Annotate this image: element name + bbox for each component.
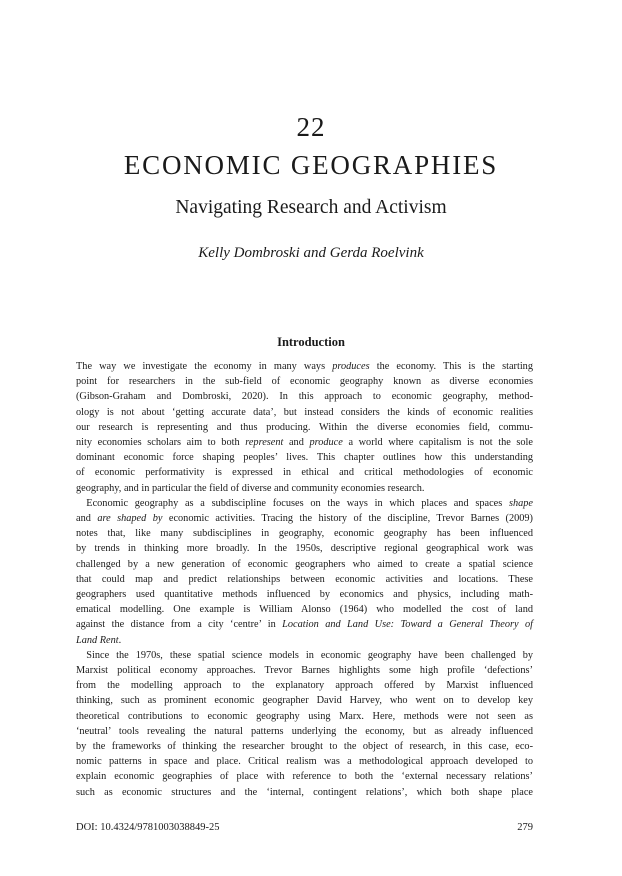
body-text [76, 359, 533, 800]
text-line: geography, and in particular the field of diverse and community economies research. [76, 482, 425, 494]
text-line: by the frameworks of thinking the researcher brought to the object of research, in this case, eco- [76, 741, 533, 753]
chapter-subtitle: Navigating Research and Activism [175, 197, 447, 218]
text-line: such as economic structures and the ‘internal, contingent relations’, which both shape place [76, 786, 533, 798]
text-line: ology is not about ‘getting accurate data’, but instead considers the kinds of economic realities [76, 406, 533, 418]
text-line: explain economic geographies of place with reference to both the ‘external necessary relations’ [76, 771, 533, 783]
text-line: nomic patterns in space and place. Critical realism was a methodological approach developed to [76, 756, 533, 768]
text-line: that could map and predict relationships between economic activities and locations. These [76, 573, 533, 585]
text-line: (Gibson-Graham and Dombroski, 2020). In this approach to economic geography, method- [76, 391, 533, 403]
text-line: point for researchers in the sub-field of economic geography known as diverse economies [76, 376, 533, 388]
italic-text: are shaped by [97, 513, 163, 525]
text-line: Economic geography as a subdiscipline focuses on the ways in which places and spaces shape [76, 497, 533, 509]
body-paragraph [76, 648, 533, 800]
footer-doi: DOI: 10.4324/9781003038849-25 [76, 822, 220, 833]
italic-text: shape [508, 497, 533, 509]
text-line: our research is representing and thus producing. Within the diverse economies field, commu- [76, 421, 533, 433]
section-heading: Introduction [277, 335, 345, 349]
text-line: ematical modelling. One example is William Alonso (1964) who modelled the cost of land [76, 604, 533, 616]
italic-text: produce [309, 437, 343, 449]
text-line: Marxist political economy approaches. Trevor Barnes highlights some high profile ‘defections’ [76, 665, 533, 677]
text-line: nity economies scholars aim to both represent and produce a world where capitalism is not the sole [76, 437, 533, 449]
text-line: Land Rent. [76, 634, 122, 646]
text-line: theoretical contributions to economic geography using Marx. Here, methods were not seen as [76, 710, 533, 722]
footer-page-number: 279 [517, 822, 533, 833]
text-line: ‘neutral’ tools revealing the natural patterns underlying the economy, but as already influenced [76, 725, 533, 737]
chapter-title: ECONOMIC GEOGRAPHIES [123, 150, 499, 180]
text-line: against the distance from a city ‘centre’ in Location and Land Use: Toward a General Theory of [76, 619, 534, 631]
text-line: challenged by a new generation of economic geographers who aimed to create a spatial science [76, 558, 533, 570]
italic-text: Land Rent [76, 634, 119, 646]
body-paragraph [76, 359, 533, 496]
italic-text: produces [332, 361, 370, 372]
text-line: Since the 1970s, these spatial science models in economic geography have been challenged by [76, 649, 533, 661]
text-line: notes that, like many subdisciplines in geography, economic geography has been influenced [76, 528, 533, 540]
chapter-authors: Kelly Dombroski and Gerda Roelvink [198, 245, 424, 261]
body-paragraph [76, 496, 533, 648]
chapter-number: 22 [296, 112, 326, 142]
text-line: and are shaped by economic activities. Tracing the history of the discipline, Trevor Barnes (2009) [76, 513, 533, 525]
text-line: dominant economic force shaping peoples’ lives. This chapter outlines how this understanding [76, 452, 533, 464]
text-line: geographers used quantitative methods influenced by economics and physics, including math- [76, 589, 533, 601]
italic-text: represent [245, 437, 284, 449]
text-line: The way we investigate the economy in many ways produces the economy. This is the starting [76, 361, 533, 372]
italic-text: Location and Land Use: Toward a General Theory of [282, 619, 534, 631]
text-line: by trends in thinking more broadly. In the 1950s, descriptive regional geographical work was [76, 543, 533, 555]
text-line: of economic performativity is expressed in ethical and critical methodologies of economic [76, 467, 533, 479]
text-line: from the modelling approach to the explanatory approach offered by Marxist influenced [76, 680, 533, 692]
text-line: thinking, such as prominent economic geographer David Harvey, who went on to develop key [76, 695, 533, 707]
